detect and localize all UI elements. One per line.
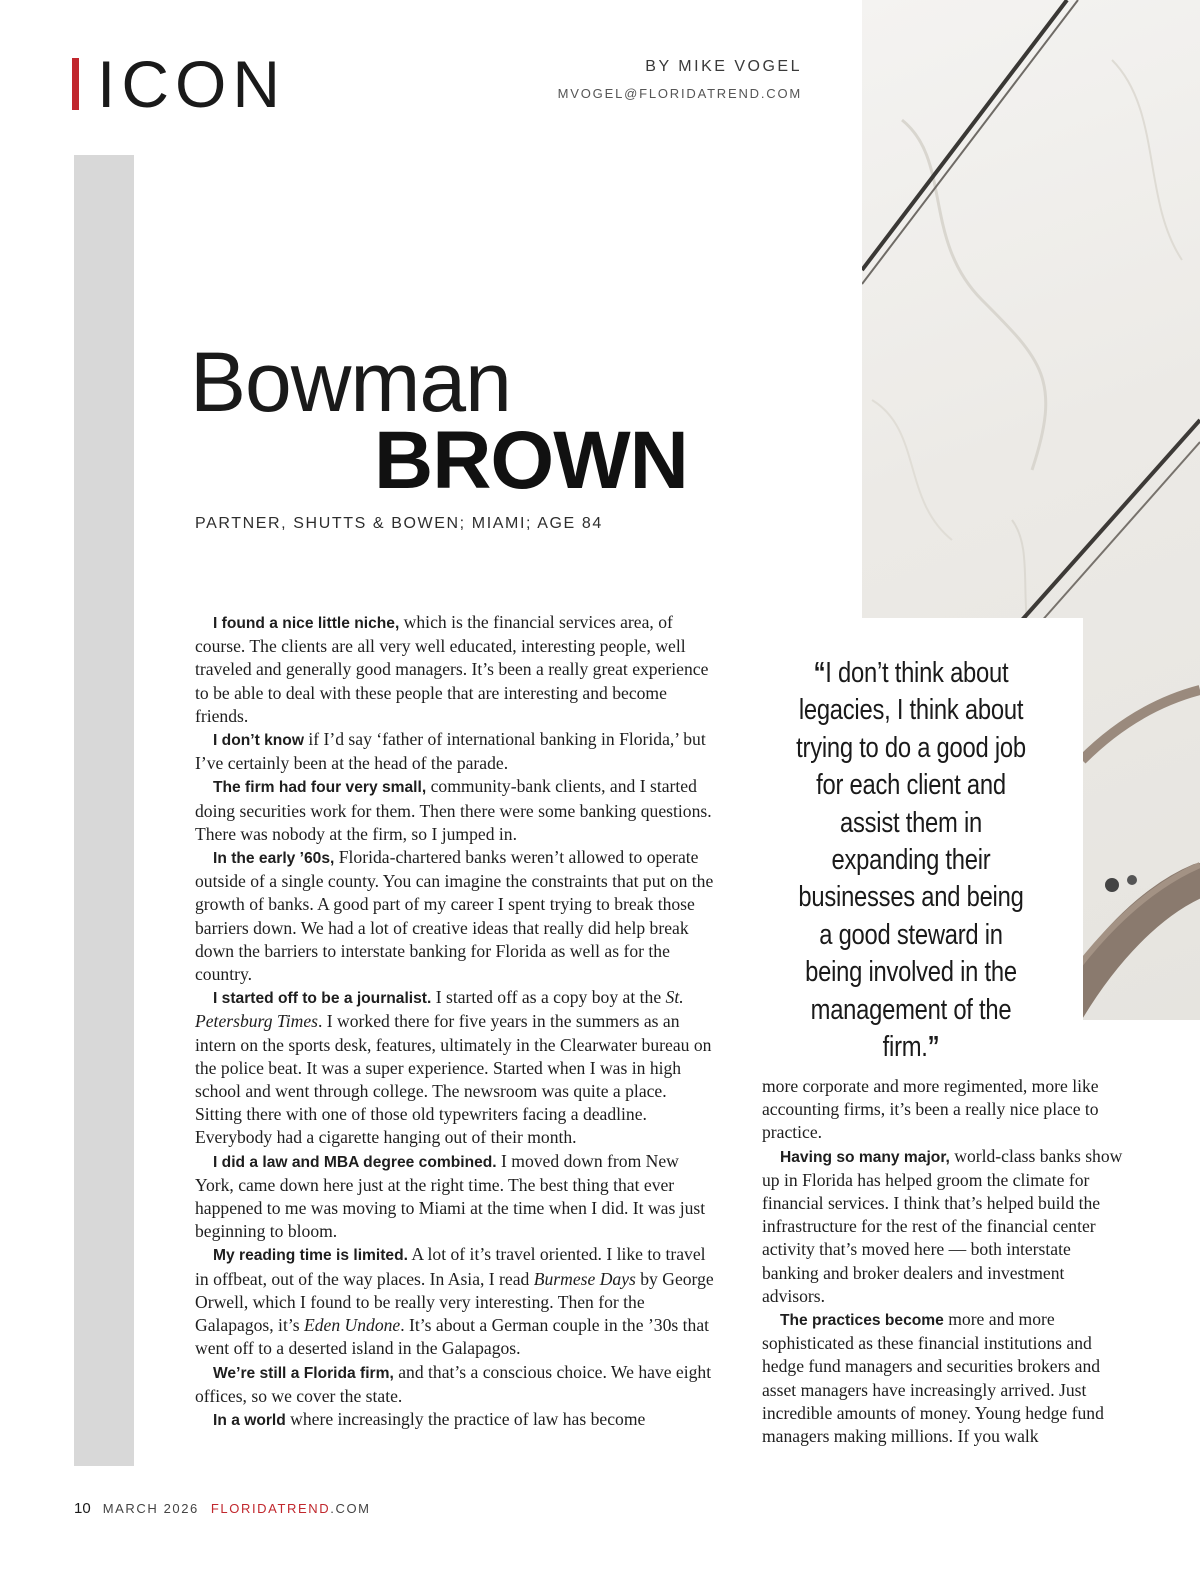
paragraph-text: more and more sophisticated as these financial institutions and hedge fund managers and securities brokers and asset managers have increasingly arrived. Just incredible amounts of money. Young hedge fund managers making millions. If you walk xyxy=(762,1309,1104,1447)
paragraph-text: by George Orwell, which I found to be really very interesting. Then for the Galapagos, it’s xyxy=(195,1268,714,1336)
paragraph-text: world-class banks show up in Florida has helped groom the climate for financial services. I think that’s helped build the infrastructure for the rest of the financial center activity that’s moved here — both interstate banking and broker dealers and investment advisors. xyxy=(762,1145,1123,1306)
paragraph-lead: The firm had four very small, xyxy=(213,779,427,797)
section-accent-bar xyxy=(72,58,79,110)
paragraph-lead: In the early ’60s, xyxy=(213,850,335,868)
pull-quote xyxy=(795,655,1026,1066)
section-title: ICON xyxy=(97,47,286,121)
paragraph xyxy=(195,986,715,1149)
paragraph-text: community-bank clients, and I started doing securities work for them. Then there were some banking questions. There was nobody at the firm, so I jumped in. xyxy=(195,776,712,844)
paragraph-text: and that’s a conscious choice. We have eight offices, so we cover the state. xyxy=(195,1361,712,1406)
page-footer xyxy=(74,1500,371,1517)
site-suffix: .COM xyxy=(330,1501,371,1516)
paragraph-text: where increasingly the practice of law has become xyxy=(285,1408,646,1429)
book-title: Burmese Days xyxy=(533,1268,636,1289)
paragraph-lead: I don’t know xyxy=(213,732,304,750)
paragraph-text: Florida-chartered banks weren’t allowed to operate outside of a single county. You can imagine the constraints that put on the growth of banks. A good part of my career I spent trying to break those barriers down. We had a lot of creative ideas that really did help break down the barriers to interstate banking for Florida as well as for the country. xyxy=(195,847,714,985)
site-url xyxy=(211,1501,371,1516)
left-gray-bar xyxy=(74,155,134,1466)
article-body-left xyxy=(195,611,715,1432)
paragraph xyxy=(195,611,715,728)
headline-last-name: BROWN xyxy=(374,415,688,506)
issue-date: MARCH 2026 xyxy=(102,1501,199,1516)
paragraph-text: if I’d say ‘father of international banking in Florida,’ but I’ve certainly been at the head of the parade. xyxy=(195,729,706,774)
close-quote-mark: ” xyxy=(927,1031,940,1064)
book-title: Eden Undone xyxy=(303,1315,401,1336)
page-number: 10 xyxy=(74,1500,91,1517)
paragraph-text: more corporate and more regimented, more like accounting firms, it’s been a really nice place to practice. xyxy=(762,1076,1099,1143)
byline xyxy=(558,58,802,101)
paragraph-text: I moved down from New York, came down here just at the right time. The best thing that ever happened to me was moving to Miami at the time when I did. It was just beginning to bloom. xyxy=(195,1150,706,1242)
site-brand: FLORIDATREND xyxy=(210,1501,331,1516)
headline-subtitle: PARTNER, SHUTTS & BOWEN; MIAMI; AGE 84 xyxy=(195,515,603,532)
paragraph-lead: Having so many major, xyxy=(780,1148,950,1166)
headline-first-name: Bowman xyxy=(190,335,511,429)
byline-email: MVOGEL@FLORIDATREND.COM xyxy=(557,86,802,101)
paragraph-lead: The practices become xyxy=(780,1312,944,1330)
byline-author: BY MIKE VOGEL xyxy=(645,58,802,75)
paragraph xyxy=(762,1075,1127,1145)
paragraph xyxy=(195,1243,715,1360)
paragraph-lead: I started off to be a journalist. xyxy=(213,990,432,1008)
publication-title: St. Petersburg Times xyxy=(195,987,684,1032)
paragraph xyxy=(195,1150,715,1244)
paragraph xyxy=(195,728,715,775)
paragraph-lead: We’re still a Florida firm, xyxy=(213,1364,394,1382)
paragraph-lead: In a world xyxy=(213,1411,286,1429)
paragraph xyxy=(762,1145,1127,1308)
open-quote-mark: “ xyxy=(813,657,826,689)
paragraph-text: A lot of it’s travel oriented. I like to travel in offbeat, out of the way places. In Asia, I read xyxy=(195,1244,706,1289)
paragraph-lead: My reading time is limited. xyxy=(213,1247,408,1265)
paragraph xyxy=(195,775,715,846)
paragraph-lead: I found a nice little niche, xyxy=(213,615,400,632)
paragraph-text: which is the financial services area, of course. The clients are all very well educated, interesting people, well traveled and generally good managers. It’s been a really great experience to be able to deal with these people that are interesting and become friends. xyxy=(195,612,709,726)
paragraph-lead: I did a law and MBA degree combined. xyxy=(213,1153,497,1171)
section-label xyxy=(72,47,286,121)
paragraph-text: . I worked there for five years in the summers as an intern on the sports desk, features, ultimately in the Clearwater bureau on the police beat. It was a super experience. Started when I was in high school and went through college. The newsroom was quite a place. Sitting there with one of those old typewriters facing a deadline. Everybody had a cigarette hanging out of their month. xyxy=(195,1011,712,1148)
paragraph-text: . It’s about a German couple in the ’30s that went off to a deserted island in the Galapagos. xyxy=(195,1315,710,1359)
paragraph xyxy=(195,1408,715,1432)
article-body-right xyxy=(762,1075,1127,1448)
paragraph xyxy=(195,846,715,986)
pull-quote-text: I don’t think about legacies, I think about trying to do a good job for each client and assist them in expanding their businesses and being a good steward in being involved in the management of the firm. xyxy=(796,657,1026,1064)
paragraph-text: I started off as a copy boy at the xyxy=(431,987,666,1008)
paragraph xyxy=(762,1308,1127,1448)
paragraph xyxy=(195,1361,715,1408)
